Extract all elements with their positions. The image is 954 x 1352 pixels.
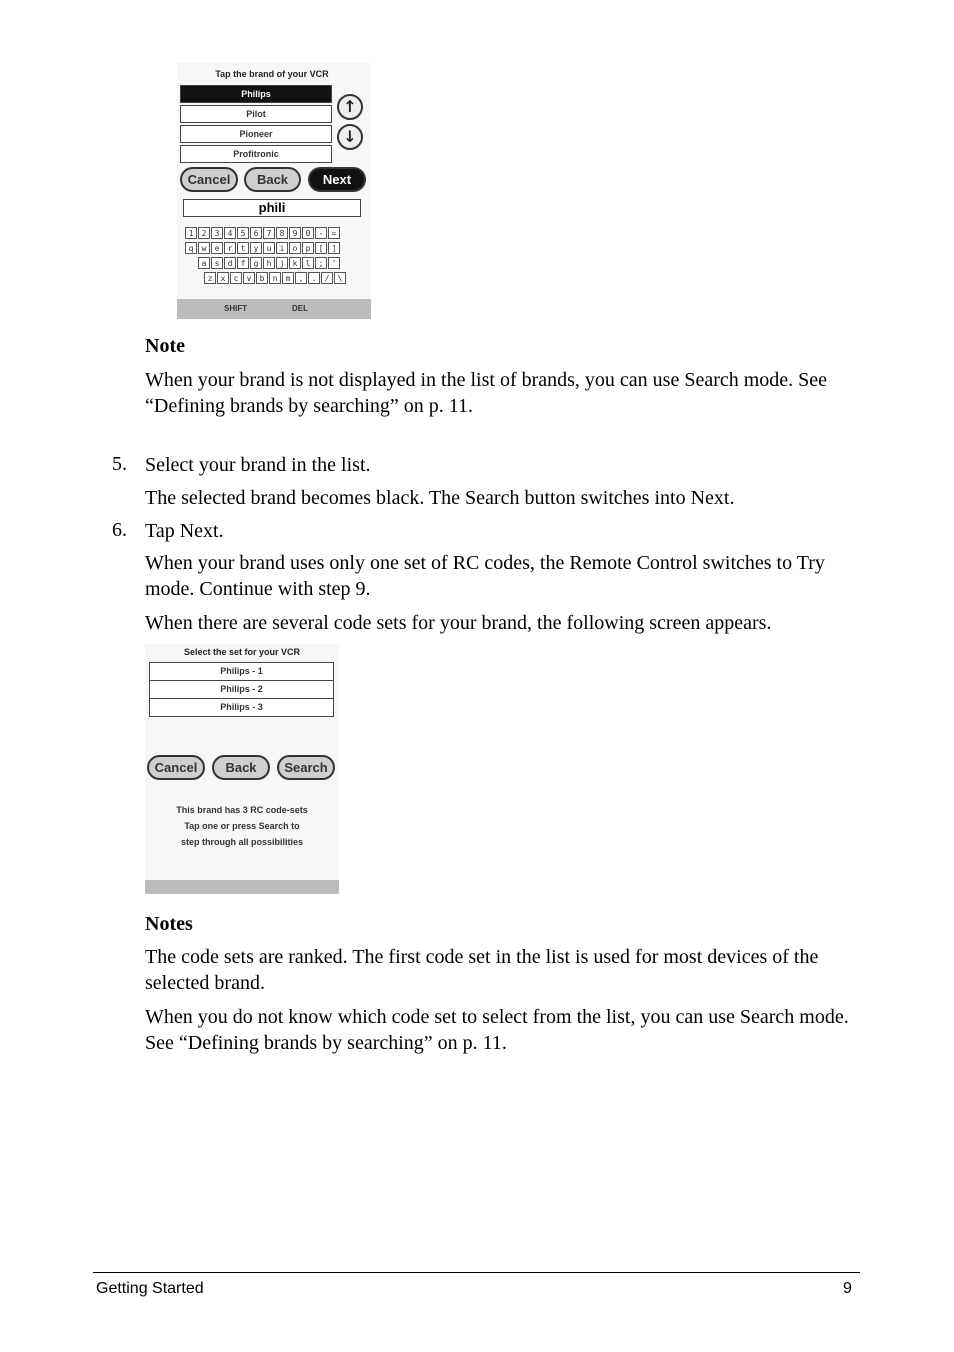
key[interactable]: 5 xyxy=(237,227,249,239)
key[interactable]: z xyxy=(204,272,216,284)
key[interactable]: s xyxy=(211,257,223,269)
keyboard-row xyxy=(185,242,361,255)
code-set-item[interactable]: Philips - 3 xyxy=(220,702,263,712)
info-line: step through all possibilities xyxy=(180,837,303,847)
key[interactable]: [ xyxy=(315,242,327,254)
key[interactable]: v xyxy=(243,272,255,284)
brand-item[interactable]: Pioneer xyxy=(180,125,332,143)
search-button[interactable]: Search xyxy=(277,755,335,780)
arrow-down-icon[interactable]: ↓ xyxy=(337,124,363,150)
brand-item[interactable]: Pilot xyxy=(180,105,332,123)
info-message xyxy=(145,802,339,850)
key[interactable]: x xyxy=(217,272,229,284)
brand-list xyxy=(180,85,332,165)
key[interactable]: ' xyxy=(328,257,340,269)
info-line: Tap one or press Search to xyxy=(184,821,300,831)
key[interactable]: l xyxy=(302,257,314,269)
key[interactable]: i xyxy=(276,242,288,254)
step-number: 5. xyxy=(112,453,127,475)
search-input[interactable]: phili xyxy=(183,199,361,217)
keyboard-row xyxy=(185,227,361,240)
key[interactable]: r xyxy=(224,242,236,254)
screen-title: Tap the brand of your VCR xyxy=(215,69,329,79)
key[interactable]: m xyxy=(282,272,294,284)
key[interactable]: \ xyxy=(334,272,346,284)
delete-key[interactable]: DEL xyxy=(292,304,308,313)
key[interactable]: 6 xyxy=(250,227,262,239)
cancel-button[interactable]: Cancel xyxy=(180,167,238,192)
key[interactable]: h xyxy=(263,257,275,269)
step-title: Select your brand in the list. xyxy=(145,454,371,476)
page-number: 9 xyxy=(843,1280,852,1297)
key[interactable]: 3 xyxy=(211,227,223,239)
shift-key[interactable]: SHIFT xyxy=(224,304,248,313)
brand-selection-screenshot xyxy=(177,63,371,319)
key[interactable]: 4 xyxy=(224,227,236,239)
key[interactable]: c xyxy=(230,272,242,284)
arrow-up-icon[interactable]: ↑ xyxy=(337,94,363,120)
bottom-bar xyxy=(145,880,339,894)
info-line: This brand has 3 RC code-sets xyxy=(176,805,308,815)
key[interactable]: e xyxy=(211,242,223,254)
notes-text: The code sets are ranked. The first code set in the list is used for most devices of the selected brand. xyxy=(145,946,819,994)
keyboard-row xyxy=(185,272,361,285)
key[interactable]: 8 xyxy=(276,227,288,239)
key[interactable]: - xyxy=(315,227,327,239)
back-button[interactable]: Back xyxy=(244,167,301,192)
key[interactable]: = xyxy=(328,227,340,239)
key[interactable]: p xyxy=(302,242,314,254)
key[interactable]: / xyxy=(321,272,333,284)
step-description: When there are several code sets for your brand, the following screen appears. xyxy=(145,612,772,634)
code-set-screenshot xyxy=(145,644,339,894)
cancel-button[interactable]: Cancel xyxy=(147,755,205,780)
key[interactable]: b xyxy=(256,272,268,284)
key[interactable]: k xyxy=(289,257,301,269)
key[interactable]: w xyxy=(198,242,210,254)
footer-divider xyxy=(93,1272,860,1273)
key[interactable]: g xyxy=(250,257,262,269)
step-description: When your brand uses only one set of RC codes, the Remote Control switches to Try mode. Continue with step 9. xyxy=(145,552,825,600)
code-set-item[interactable]: Philips - 2 xyxy=(150,681,333,699)
code-set-list xyxy=(149,662,334,717)
key[interactable]: u xyxy=(263,242,275,254)
key[interactable]: , xyxy=(295,272,307,284)
key[interactable]: d xyxy=(224,257,236,269)
note-heading: Note xyxy=(145,335,185,357)
next-button[interactable]: Next xyxy=(308,167,366,192)
footer-section: Getting Started xyxy=(96,1280,204,1297)
step-description: The selected brand becomes black. The Search button switches into Next. xyxy=(145,487,735,509)
key[interactable]: q xyxy=(185,242,197,254)
screen-title: Select the set for your VCR xyxy=(183,647,301,657)
key[interactable]: y xyxy=(250,242,262,254)
key[interactable]: 0 xyxy=(302,227,314,239)
note-text: When your brand is not displayed in the list of brands, you can use Search mode. See “Defining brands by searching” on p. 11. xyxy=(145,369,828,417)
key[interactable]: t xyxy=(237,242,249,254)
key[interactable]: 9 xyxy=(289,227,301,239)
brand-item[interactable]: Profitronic xyxy=(180,145,332,163)
key[interactable]: 1 xyxy=(185,227,197,239)
step-number: 6. xyxy=(112,519,127,541)
key[interactable]: f xyxy=(237,257,249,269)
keyboard-row xyxy=(185,257,361,270)
key[interactable]: 2 xyxy=(198,227,210,239)
key[interactable]: 7 xyxy=(263,227,275,239)
key[interactable]: ] xyxy=(328,242,340,254)
bottom-bar xyxy=(177,299,371,319)
key[interactable]: a xyxy=(198,257,210,269)
code-set-item[interactable]: Philips - 1 xyxy=(150,663,333,681)
key[interactable]: . xyxy=(308,272,320,284)
notes-text: When you do not know which code set to select from the list, you can use Search mode. See “Defining brands by searching” on p. 11. xyxy=(145,1006,849,1054)
key[interactable]: o xyxy=(289,242,301,254)
key[interactable]: n xyxy=(269,272,281,284)
notes-heading: Notes xyxy=(145,913,193,935)
back-button[interactable]: Back xyxy=(212,755,270,780)
brand-item-selected[interactable]: Philips xyxy=(180,85,332,103)
step-title: Tap Next. xyxy=(145,520,224,542)
keyboard xyxy=(185,227,361,287)
key[interactable]: ; xyxy=(315,257,327,269)
key[interactable]: j xyxy=(276,257,288,269)
